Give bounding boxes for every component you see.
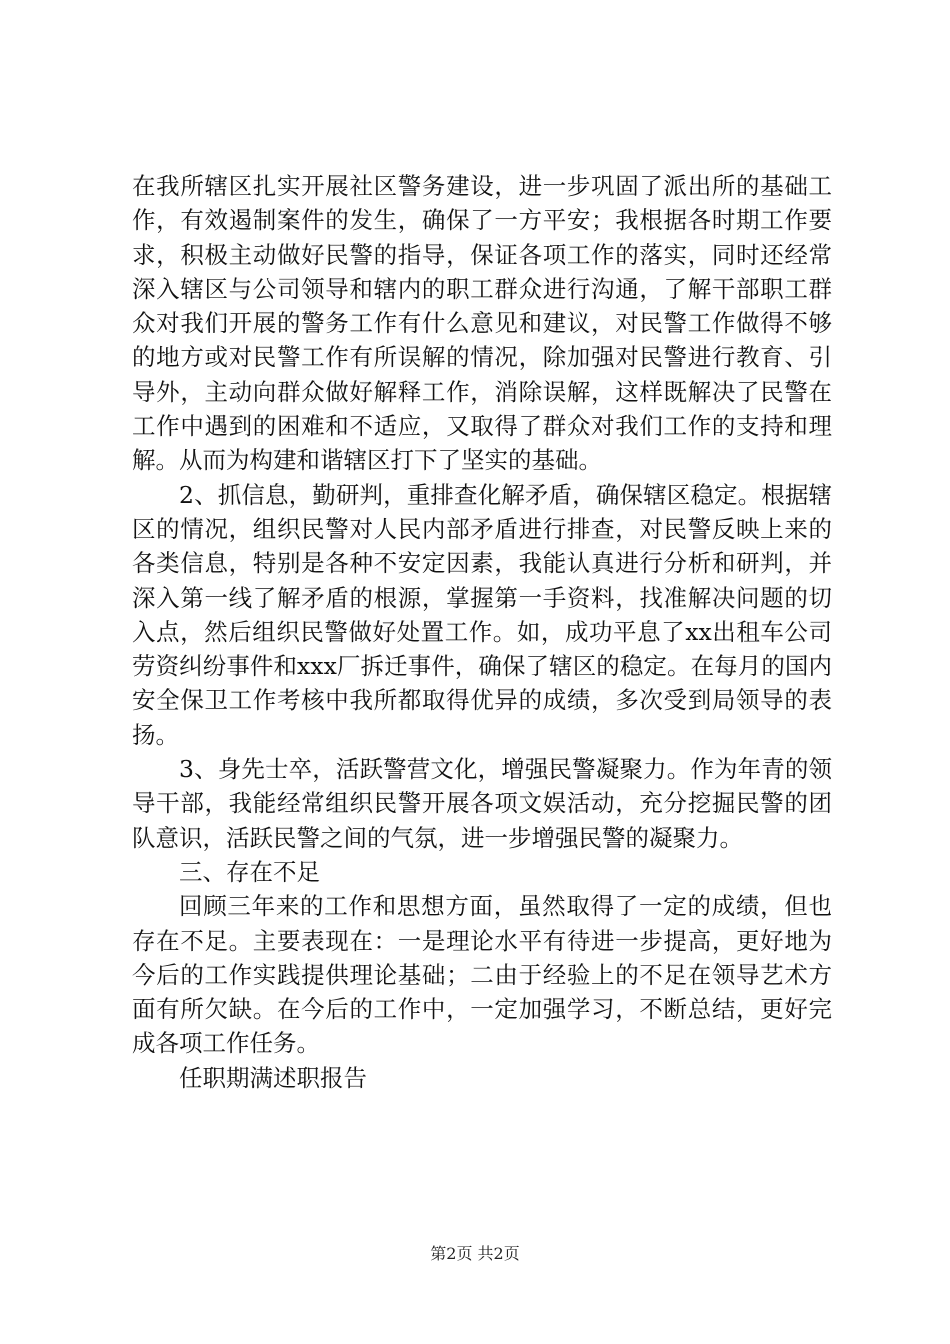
paragraph-community-policing: 在我所辖区扎实开展社区警务建设，进一步巩固了派出所的基础工作，有效遏制案件的发生，确保了一方平安；我根据各时期工作要求，积极主动做好民警的指导，保证各项工作的落实，同时还经常深入辖区与公司领导和辖内的职工群众进行沟通，了解干部职工群众对我们开展的警务工作有什么意见和建议，对民警工作做得不够的地方或对民警工作有所误解的情况，除加强对民警进行教育、引导外，主动向群众做好解释工作，消除误解，这样既解决了民警在工作中遇到的困难和不适应，又取得了群众对我们工作的支持和理解。从而为构建和谐辖区打下了坚实的基础。 <box>132 172 832 475</box>
paragraph-team-culture: 3、身先士卒，活跃警营文化，增强民警凝聚力。作为年青的领导干部，我能经常组织民警开展各项文娱活动，充分挖掘民警的团队意识，活跃民警之间的气氛，进一步增强民警的凝聚力。 <box>132 755 832 852</box>
paragraph-shortcomings: 回顾三年来的工作和思想方面，虽然取得了一定的成绩，但也存在不足。主要表现在：一是理论水平有待进一步提高，更好地为今后的工作实践提供理论基础；二由于经验上的不足在领导艺术方面有所欠缺。在今后的工作中，一定加强学习，不断总结，更好完成各项工作任务。 <box>132 892 832 1058</box>
paragraph-information-analysis: 2、抓信息，勤研判，重排查化解矛盾，确保辖区稳定。根据辖区的情况，组织民警对人民内部矛盾进行排查，对民警反映上来的各类信息，特别是各种不安定因素，我能认真进行分析和研判，并深入第一线了解矛盾的根源，掌握第一手资料，找准解决问题的切入点，然后组织民警做好处置工作。如，成功平息了xx出租车公司劳资纠纷事件和xxx厂拆迁事件，确保了辖区的稳定。在每月的国内安全保卫工作考核中我所都取得优异的成绩，多次受到局领导的表扬。 <box>132 480 832 749</box>
document-body <box>132 169 832 1095</box>
section-heading-shortcomings: 三、存在不足 <box>179 857 320 886</box>
page-number-footer: 第2页 共2页 <box>430 1244 520 1263</box>
document-title-line: 任职期满述职报告 <box>179 1063 367 1092</box>
